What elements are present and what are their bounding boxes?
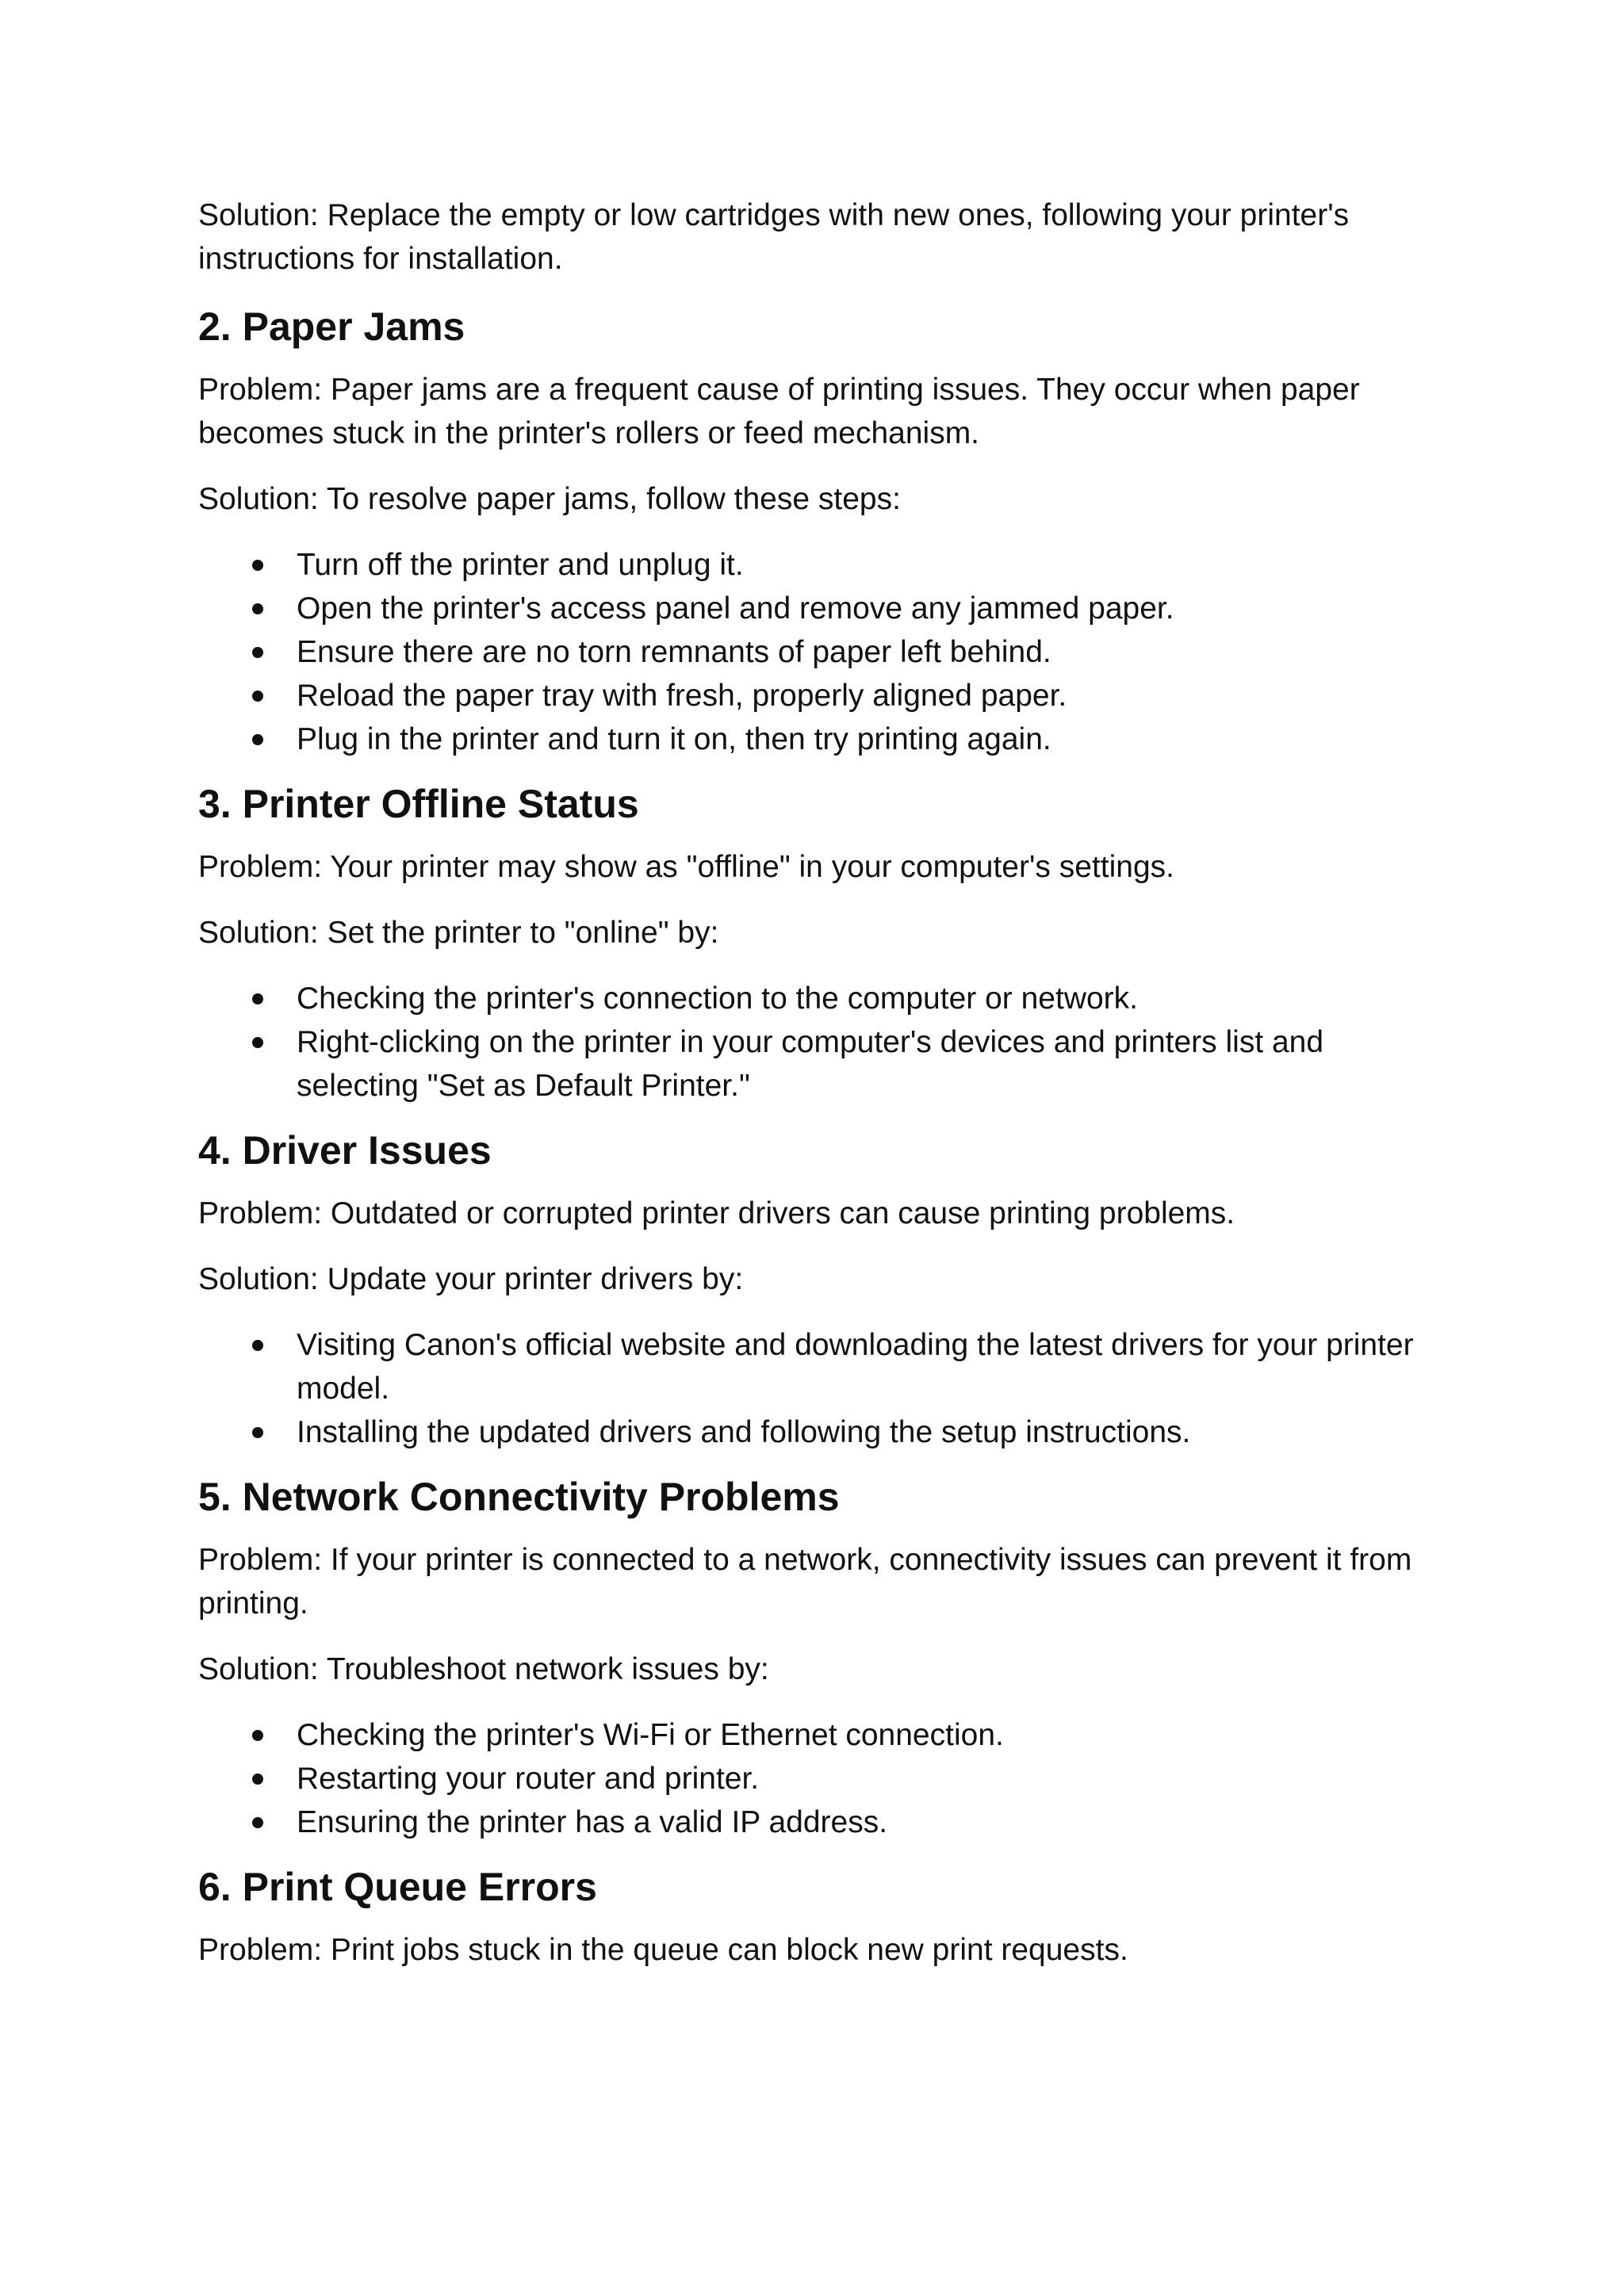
driver-issues-problem: Problem: Outdated or corrupted printer drivers can cause printing problems. bbox=[198, 1196, 1235, 1230]
paper-jams-solution: Solution: To resolve paper jams, follow these steps: bbox=[198, 482, 901, 516]
bullet-icon bbox=[252, 1774, 263, 1785]
network-connectivity-steps-list bbox=[198, 1713, 1443, 1844]
bullet-icon bbox=[252, 1817, 263, 1828]
list-item: Checking the printer's connection to the computer or network. bbox=[198, 977, 1443, 1020]
bullet-icon bbox=[252, 560, 263, 571]
list-item: Ensure there are no torn remnants of paper left behind. bbox=[198, 630, 1443, 674]
section-heading-driver-issues: 4. Driver Issues bbox=[198, 1128, 492, 1173]
document-page bbox=[198, 193, 1443, 1972]
printer-offline-solution: Solution: Set the printer to "online" by: bbox=[198, 916, 719, 950]
network-connectivity-solution: Solution: Troubleshoot network issues by: bbox=[198, 1652, 769, 1686]
bullet-icon bbox=[252, 734, 263, 745]
bullet-icon bbox=[252, 1427, 263, 1438]
bullet-icon bbox=[252, 993, 263, 1004]
bullet-icon bbox=[252, 691, 263, 702]
bullet-icon bbox=[252, 1730, 263, 1741]
list-item: Open the printer's access panel and remove any jammed paper. bbox=[198, 587, 1443, 630]
intro-solution-text: Solution: Replace the empty or low cartridges with new ones, following your printer's instructions for installation. bbox=[198, 198, 1350, 276]
list-item: Reload the paper tray with fresh, properly aligned paper. bbox=[198, 674, 1443, 718]
section-heading-network-connectivity: 5. Network Connectivity Problems bbox=[198, 1475, 840, 1519]
driver-issues-steps-list bbox=[198, 1323, 1443, 1454]
list-item: Installing the updated drivers and following the setup instructions. bbox=[198, 1410, 1443, 1454]
paper-jams-problem: Problem: Paper jams are a frequent cause of printing issues. They occur when paper becomes stuck in the printer's rollers or feed mechanism. bbox=[198, 373, 1360, 450]
bullet-icon bbox=[252, 603, 263, 614]
list-item: Restarting your router and printer. bbox=[198, 1757, 1443, 1800]
list-item: Right-clicking on the printer in your computer's devices and printers list and selecting "Set as Default Printer." bbox=[198, 1020, 1443, 1108]
list-item: Ensuring the printer has a valid IP address. bbox=[198, 1800, 1443, 1844]
section-heading-printer-offline: 3. Printer Offline Status bbox=[198, 782, 639, 826]
printer-offline-problem: Problem: Your printer may show as "offline" in your computer's settings. bbox=[198, 850, 1174, 884]
paper-jams-steps-list bbox=[198, 543, 1443, 761]
print-queue-problem: Problem: Print jobs stuck in the queue can block new print requests. bbox=[198, 1933, 1128, 1967]
list-item: Checking the printer's Wi-Fi or Ethernet connection. bbox=[198, 1713, 1443, 1757]
driver-issues-solution: Solution: Update your printer drivers by: bbox=[198, 1262, 744, 1296]
network-connectivity-problem: Problem: If your printer is connected to a network, connectivity issues can prevent it from printing. bbox=[198, 1543, 1412, 1621]
bullet-icon bbox=[252, 1340, 263, 1351]
list-item: Turn off the printer and unplug it. bbox=[198, 543, 1443, 587]
bullet-icon bbox=[252, 1037, 263, 1048]
bullet-icon bbox=[252, 647, 263, 658]
list-item: Visiting Canon's official website and downloading the latest drivers for your printer model. bbox=[198, 1323, 1443, 1410]
section-heading-print-queue: 6. Print Queue Errors bbox=[198, 1865, 597, 1909]
list-item: Plug in the printer and turn it on, then try printing again. bbox=[198, 718, 1443, 761]
section-heading-paper-jams: 2. Paper Jams bbox=[198, 304, 465, 349]
printer-offline-steps-list bbox=[198, 977, 1443, 1108]
